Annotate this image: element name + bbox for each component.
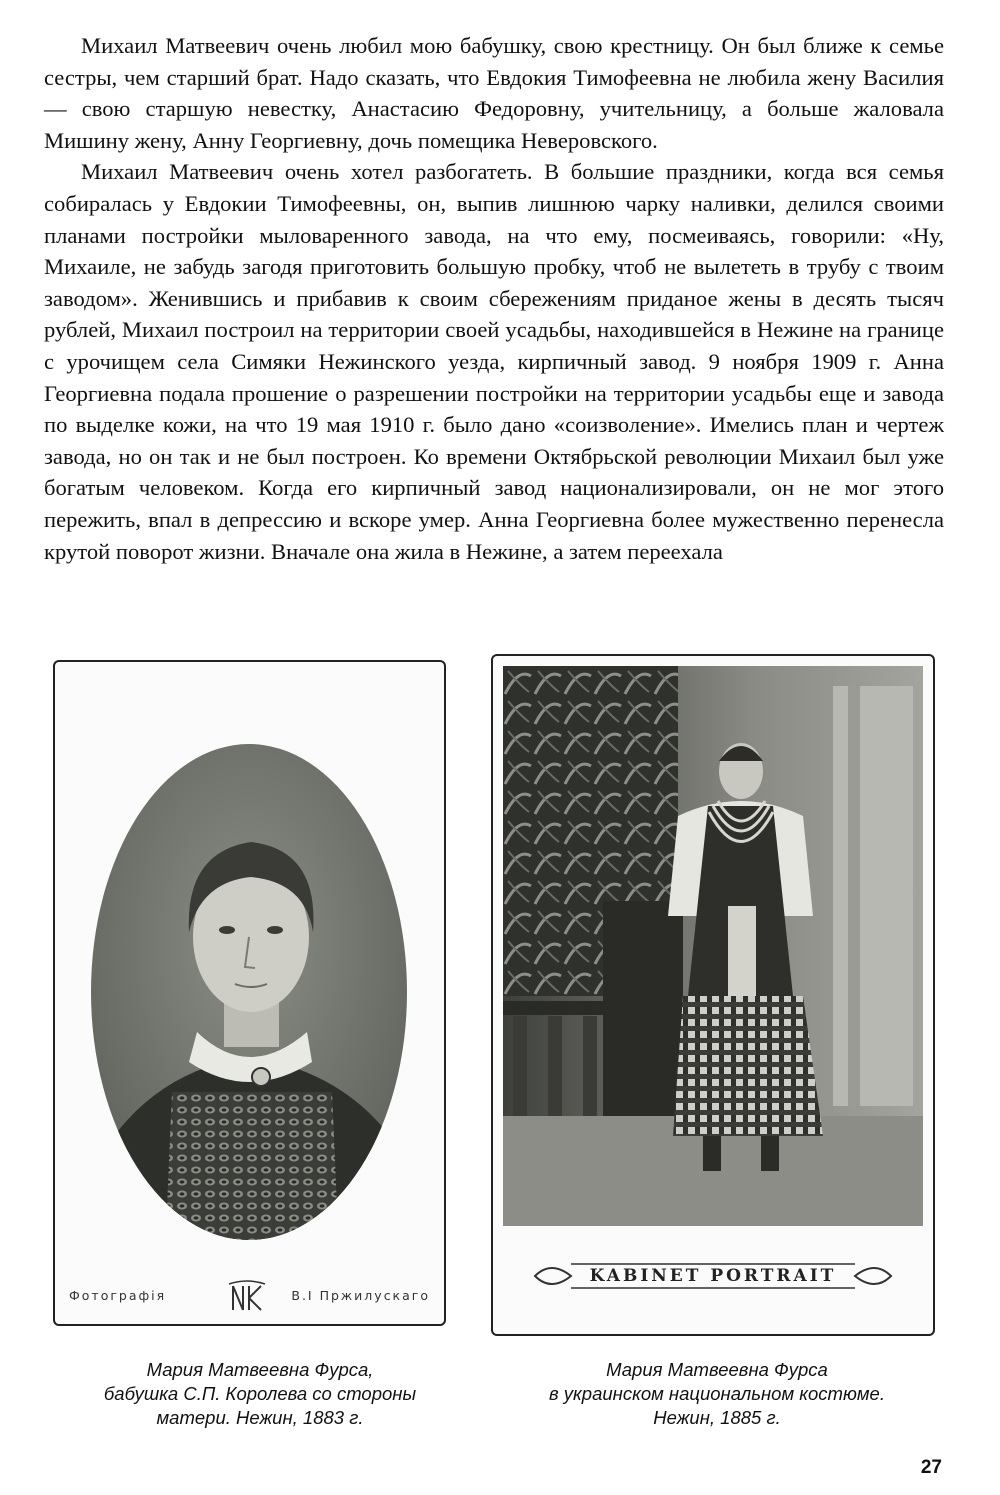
cabinet-label: KABINET PORTRAIT [589,1266,837,1286]
photo-caption-left [60,1358,460,1430]
caption-line: матери. Нежин, 1883 г. [156,1407,364,1428]
photo-card-left [53,660,446,1326]
studio-name-left: Фотографія [69,1288,167,1303]
studio-name-right: В.І Пржилускаго [291,1288,430,1303]
photo-card-right [491,654,935,1336]
portrait-photo-oval [77,732,422,1297]
paragraph: Михаил Матвеевич очень хотел разбогатеть. В большие праздники, когда вся семья собиралась у Евдокии Тимофеевны, он, выпив лишнюю чарку наливки, делился своими планами постройки мыловаренного завода, на что ему, посмеиваясь, говорили: «Ну, Михаиле, не забудь загодя приготовить большую пробку, чтоб не вылететь в трубу с твоим заводом». Женившись и прибавив к своим сбережениям приданое жены в десять тысяч рублей, Михаил построил на территории своей усадьбы, находившейся в Нежине на границе с урочищем села Симяки Нежинского уезда, кирпичный завод. 9 ноября 1909 г. Анна Георгиевна подала прошение о разрешении постройки на территории усадьбы еще и завода по выделке кожи, на что 19 мая 1910 г. было дано «соизволение». Имелись план и чертеж завода, но он так и не был построен. Ко времени Октябрьской революции Михаил был уже богатым человеком. Когда его кирпичный завод национализировали, он не мог этого пережить, впал в депрессию и вскоре умер. Анна Георгиевна более мужественно перенесла крутой поворот жизни. Вначале она жила в Нежине, а затем переехала [44,159,944,564]
body-text [44,30,944,567]
portrait-photo-costume [503,666,923,1226]
caption-line: Нежин, 1885 г. [653,1407,781,1428]
studio-imprint [55,1280,444,1310]
photo-caption-right [497,1358,937,1430]
caption-line: в украинском национальном костюме. [549,1383,885,1404]
page-number: 27 [920,1457,942,1478]
studio-monogram-icon [227,1280,267,1314]
caption-line: бабушка С.П. Королева со стороны [103,1383,417,1404]
caption-line: Мария Матвеевна Фурса [606,1359,828,1380]
caption-line: Мария Матвеевна Фурса, [146,1359,374,1380]
paragraph: Михаил Матвеевич очень любил мою бабушку, свою крестницу. Он был ближе к семье сестры, чем старший брат. Надо сказать, что Евдокия Тимофеевна не любила жену Василия — свою старшую невестку, Анастасию Федоровну, учительницу, а больше жаловала Мишину жену, Анну Георгиевну, дочь помещика Неверовского. [44,33,944,153]
cabinet-portrait-banner [531,1256,895,1296]
